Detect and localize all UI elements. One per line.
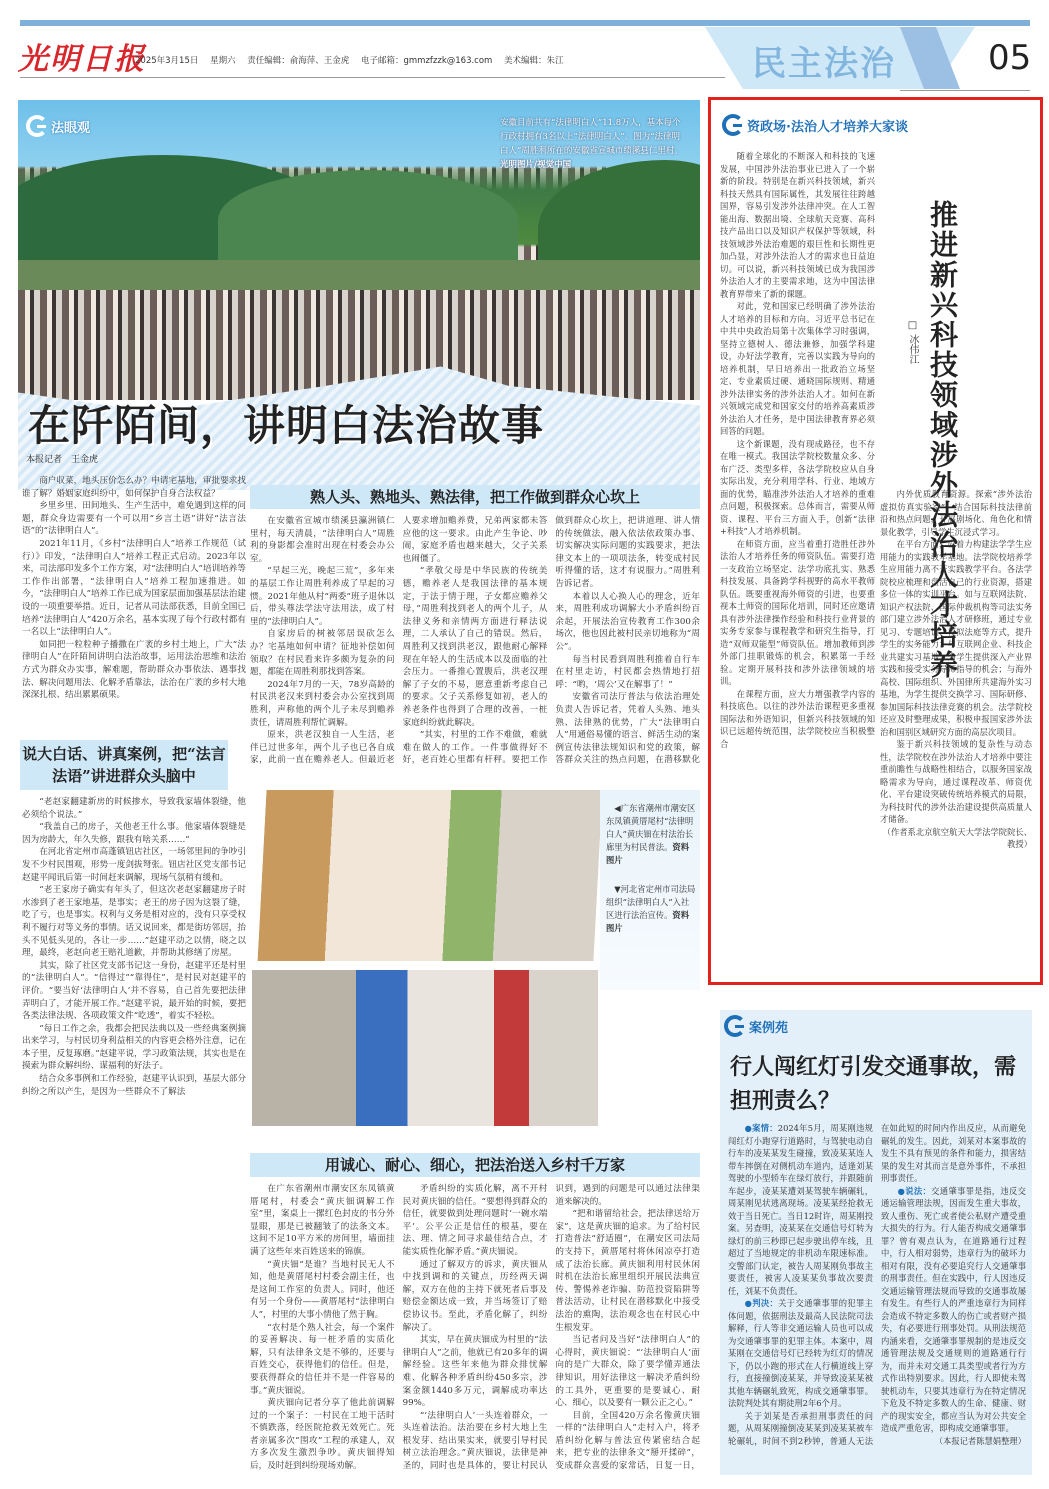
paragraph: 内外优质教育资源。探索“涉外法治虚拟仿真实验室”，结合国际科技法律前沿和热点问题，开展剧场化、角色化和情景化教学，引导学生沉浸式学习。 [880,489,1032,537]
paragraph: 2024年7月的一天，78岁高龄的村民洪老汉来到村委会办公室找到周胜利，声称他的两个儿子未尽到赡养责任，请周胜利帮忙调解。 [250,679,395,728]
section-name: 民主法治 [752,44,896,84]
paragraph: 在师资方面，应当着重打造胜任涉外法治人才培养任务的师资队伍。需要打造一支政治立场坚定、法学功底扎实、熟悉科技发展、具备跨学科视野的高水平教师队伍。既要重视海外师资的引进，也要重视本土师资的国际化培训，同时还应邀请具有涉外法律操作经验和科技行业背景的实务专家参与课程教学和研究生指导，打造“双师双能型”师资队伍。增加教师到涉外部门挂职锻炼的机会，积累第一手经验。定期开展科技和涉外法律领域的培训。 [720,538,875,686]
opinion-signature: （作者系北京航空航天大学法学院院长、教授） [882,826,1032,849]
paragraph: “早起三光，晚起三荒”，多年来的基层工作让周胜利养成了早起的习惯。2021年他从村“两委”班子退休以后，带头尊法学法守法用法，成了村里的“法律明白人”。 [250,566,395,627]
paragraph: “老王家房子确实有年头了，但这次老赵家翻建房子时水渗到了老王家地基，是事实；老王的房子因为这裂了缝，吃了亏，也是事实。权利与义务是相对应的，没有只享受权利不履行对等义务的事情。话又说回来，都是街坊邻居，抬头不见低头见的，各让一步……”赵建平动之以情，晓之以理，最终，老赵向老王赔礼道歉，并帮助其修缮了房屋。 [22,885,246,959]
paragraph: “孝敬父母是中华民族的传统美德，赡养老人是我国法律的基本规定，于法于情于理，子女都应赡养父母，”周胜利找到老人的两个儿子，从法律义务和亲情两方面进行释法说理，二人承认了自己的错误。然后，周胜利又找到洪老汉，跟他耐心解释现在年轻人的生活成本以及面临的社会压力。一番推心置腹后，洪老汉理解了子女的不易，愿意重新考虑自己的要求。父子关系修复如初，老人的养老条件也得到了合理的改善，一桩家庭纠纷就此解决。 [402,566,548,728]
g-logo-icon [724,1015,746,1037]
g-logo-icon [26,115,48,137]
paragraph: “其实，村里的工作不难做，难就难在做人的工作。一件事做得好不好，老百姓心里都有杆秤。要把工作做到群众心坎上，把讲道理、讲人情的传统做法，融入依法依政策办事、切实解决实际问题的实践要求，把法律文本上的一项项法条，转变成村民听得懂的话，这才有说服力。”周胜利告诉记者。 [402,516,700,766]
feature-headline: 在阡陌间，讲明白法治故事 [28,401,545,450]
case-ruling-extra: 关于刘某是否承担刑事责任的问题，从周某刚撞倒凌某某到凌某某被车轮碾轧，时间不到2秒钟，普通人无法在如此短的时间内作出反应，从而避免碾轧的发生。因此，刘某对本案事故的发生不具有预见的条件和能力，损害结果的发生对其而言是意外事件，不承担刑事责任。 [728,1123,1026,1446]
section1-body [250,515,700,773]
case-ruling: ●判决：关于交通肇事罪的犯罪主体问题，依据刑法及最高人民法院司法解释，行人等非交通运输人员也可以成为交通肇事罪的犯罪主体。本案中，周某刚在交通信号灯已经转为红灯的情况下，仍以小跑的形式在人行横道线上穿行，直接撞倒凌某某，并导致凌某某被其他车辆碾轧致死，构成交通肇事罪。法院判处其有期徒刑2年6个月。 [728,1298,873,1408]
paragraph: “黄庆钿”是谁？当地村民无人不知，他是黄厝尾村村委会副主任，也是这间工作室的负责人。同时，他还有另一个身份——黄厝尾村“法律明白人”，村里的大事小情他了然于胸。 [250,1259,395,1320]
paragraph: 黄庆钿向记者分享了他此前调解过的一个案子：一村民在工地干活时不慎跌落，经医院抢救无效死亡。死者亲属多次“围攻”工程的承建人，双方多次发生激烈争吵。黄庆钿得知后，及时赶到纠纷现场劝解。 [250,1398,395,1472]
opinion-column-1 [720,150,875,978]
paragraph: 在课程方面，应大力增强教学内容的科技底色。以往的涉外法治课程更多重视国际法和外语知识，但新兴科技领域的知识已远超传统范围，法学院校应当积极整合 [720,688,875,749]
feature-intro [22,475,246,725]
masthead-info [135,54,573,66]
paragraph: 在河北省定州市高蓬镇钮店社区，一场邻里间的争吵引发不少村民围观，形势一度剑拔弩张。钮店社区党支部书记赵建平闻讯后第一时间赶来调解，现场气氛稍有缓和。 [22,847,246,883]
paragraph: 通过了解双方的诉求，黄庆钿从中找到调和的关键点，历经两天调解，双方在他的主持下就死者后事及赔偿金额达成一致，并当场签订了赔偿协议书。至此，矛盾化解了，纠纷解决了。 [402,1259,548,1333]
column-badge-fayanguan: 法眼观 [26,115,90,137]
paragraph: 随着全球化的不断深入和科技的飞速发展，中国涉外法治事业已进入了一个崭新的阶段。特别是在新兴科技领域，新兴科技天然具有国际属性，其发展往往跨越国界，容易引发涉外法律冲突。在人工智能出海、数据出境、全球航天竞赛、高科技产品出口以及知识产权保护等领域，科技领域涉外法治难题的艰巨性和长期性更加凸显，对涉外法治人才的需求也日益迫切。可以说，新兴科技领域已成为我国涉外法治人才的主要需求地，这为中国法律教育界带来了新的课题。 [720,151,875,299]
paragraph: 其实，除了社区党支部书记这一身份，赵建平还是村里的“法律明白人”。“信得过”“靠得住”，是村民对赵建平的评价。“要当好‘法律明白人’并不容易，自己首先要把法律弄明白了，才能开展工作。”赵建平说，最开始的时候，要把各类法律法规、各项政策文件“吃透”，着实不轻松。 [22,960,246,1022]
paragraph: 原来，洪老汉独自一人生活，老伴已过世多年，两个儿子也已各自成家，此前一直在赡养老人。但最近老人要求增加赡养费，兄弟两家都未答应他的这一要求。由此产生争论、吵闹，家庭矛盾也越来越大，父子关系也闹僵了。 [250,516,548,766]
caption-1: ◀广东省潮州市潮安区东凤镇黄厝尾村“法律明白人”黄庆钿在村法治长廊里为村民普法。资料图片 [606,803,696,865]
paragraph: 当记者问及当好“法律明白人”的心得时，黄庆钿说：“‘法律明白人’面向的是广大群众，除了要学懂弄通法律知识，用好法律这一解决矛盾纠纷的工具外，更重要的是要诚心、耐心、细心，以及要有一颗公正之心。” [555,1335,700,1409]
paragraph: 2021年11月，《乡村“法律明白人”培养工作规范（试行）》印发，“法律明白人”培养工程正式启动。2023年以来，司法部印发多个工作方案，对“法律明白人”培训培养等工作作出部署，“法律明白人”培养工程加速推进。如今，“法律明白人”培养工作已成为国家层面加强基层法治建设的一项重要举措。近日，记者从司法部获悉，目前全国已培养“法律明白人”420万余名，基本实现了每个行政村都有一名以上“法律明白人”。 [22,538,246,638]
masthead-rule-right [900,90,1030,91]
case-signature: （本报记者陈慧娟整理） [934,1435,1026,1446]
paragraph: “每日工作之余，我都会把民法典以及一些经典案例摘出来学习，与村民切身利益相关的内容更会格外注意，记在本子里，反复琢磨。”赵建平说，学习政策法规，其实也是在摸索为群众解纠纷、谋福利的好法子。 [22,1023,246,1072]
paragraph: “把和谐留给社会，把法律送给万家”，这是黄庆钿的追求。为了给村民打造普法“舒适圈”，在潮安区司法局的支持下，黄厝尾村将休闲凉亭打造成了法治长廊。黄庆钿利用村民休闲时机在法治长廊里组织开展民法典宣传、警惕养老诈骗、防范投资陷阱等普法活动，让村民在潜移默化中接受法治的熏陶，法治观念也在村民心中生根发芽。 [555,1209,700,1333]
photo-caption: 安徽目前共有“法律明白人”11.8万人，基本每个行政村拥有3名以上“法律明白人”。图为“法律明白人”周胜利所在的安徽省宣城市绩溪县仁里村。 光明图片/视觉中国 [500,118,683,170]
paragraph: 本着以人心换人心的理念，近年来，周胜利成功调解大小矛盾纠纷百余起，开展法治宣传教育工作300余场次，他也因此被村民亲切地称为“周公”。 [555,591,700,652]
g-logo-icon [722,114,744,136]
paragraph: “‘法律明白人’一头连着群众，一头连着法治。法治要在乡村大地上生根发芽、结出果实来，就要引导村民树立法治理念。”黄庆钿说，法律是神圣的，同时也是具体的，要让村民认识到，遇到的问题是可以通过法律渠道来解决的。 [402,1184,700,1472]
paragraph: 目前，全国420万余名像黄庆钿一样的“法律明白人”走村入户，将矛盾纠纷化解与普法宣传紧密结合起来，把专业的法律条文“掰开揉碎”，变成群众喜爱的家常话，日复一日， [555,1410,700,1472]
case-body [728,1122,1026,1472]
paragraph: 在安徽省宣城市绩溪县瀛洲镇仁里村，每天清晨，“法律明白人”周胜利的身影都会准时出现在村委会办公室。 [250,516,395,564]
column-badge-anliyuan: 案例苑 [724,1015,788,1037]
masthead-rule [20,77,725,78]
byline: 本报记者 王金虎 [26,455,99,465]
paragraph: 自家房后的树被邻居误砍怎么办？宅基地如何申请？征地补偿如何领取？在村民看来许多颇为复杂的问题，都能在周胜利那找到答案。 [250,629,395,678]
opinion-column-2-text [880,488,1032,826]
editors: 责任编辑：俞海萍、王金虎 [247,56,350,66]
subheading-3: 用诚心、耐心、细心，把法治送入乡村千万家 [250,1153,700,1177]
paragraph: 如同把一粒粒种子播撒在广袤的乡村土地上，广大“法律明白人”在阡陌间讲明白法治故事，运用法治思维和法治方式为群众办实事，解难题，帮助群众办事依法、遇事找法、解决问题用法、化解矛盾靠法，法治在广袤的乡村大地深深扎根、结出累累硕果。 [22,639,246,701]
photo-credit: 光明图片/视觉中国 [500,160,572,170]
paragraph: 在平台方面，应着力构建法学学生应用能力的实践教学基地。法学院校培养学生应用能力离不开实践教学平台。各法学院校应梳理和盘活自己的行业资源，搭建多位一体的实训平台。如与互联网法院、知识产权法院、国际仲裁机构等司法实务部门建立涉外法治人才研修班，通过专业见习、专题培训、模拟法庭等方式，提升学生的实务能力；与互联网企业、科技企业共建实习基地，为学生提供深入产业界实践和接受实务导师指导的机会；与海外高校、国际组织、外国律所共建海外实习基地，为学生提供交换学习、国际研修、参加国际科技法律竞赛的机会。法学院校还应及时整理成果，积极申报国家涉外法治和国别区域研究方面的高层次项目。 [880,539,1032,737]
subheading-2: 说大白话、讲真案例，把“法言法语”讲进群众头脑中 [20,740,228,790]
photo-law-corridor [255,788,604,963]
paragraph: 乡里乡里、田间地头、生产生活中，难免遇到这样的问题，群众身边需要有一个可以用“乡言土语”讲好“法言法语”的“法律明白人”。 [22,501,246,537]
email[interactable]: 电子邮箱：gmmzfzzk@163.com [361,56,493,66]
top-color-bar [20,20,1030,26]
paragraph: 在广东省潮州市潮安区东凤镇黄厝尾村，村委会“黄庆钿调解工作室”里，案桌上一摞红色封皮的书分外显眼，那是已被翻皱了的法条文本。这间不足10平方米的房间里，墙面挂满了这些年来百姓送来的锦旗。 [250,1184,395,1257]
newspaper-logo: 光明日报 [18,42,146,77]
opinion-column-2 [880,488,1032,978]
paragraph: 结合众多事例和工作经验，赵建平认识到，基层大部分纠纷之所以产生，是因为一些群众不了解法 [22,1074,246,1097]
column-badge-zizhengchang: 资政场·法治人才培养大家谈 [722,114,908,136]
paragraph: 每当村民看到周胜利推着自行车在村里走访，村民都会热情地打招呼：“哟，‘周公’又在解事了！” [555,654,700,690]
opinion-headline: 推进新兴科技领域涉外法治人才培养 [926,200,959,680]
paragraph: 这个新课题，没有现成路径，也不存在唯一模式。我国法学院校数量众多、分布广泛、类型多样，各法学院校应从自身实际出发，充分利用学科、行业、地域方面的优势，瞄准涉外法治人才培养的重难点问题，积极探索。总体而言，需要从师资、课程、平台三方面入手，创新“法律+科技”人才培养机制。 [720,438,875,536]
paragraph: 对此，党和国家已经明确了涉外法治人才培养的目标和方向。习近平总书记在中共中央政治局第十次集体学习时强调，坚持立德树人、德法兼修，加强学科建设，办好法学教育，完善以实践为导向的培养机制，早日培养出一批政治立场坚定、专业素质过硬、通晓国际规则、精通涉外法律实务的涉外法治人才。如何在新兴领域完成党和国家交付的培养高素质涉外法治人才任务，是中国法律教育界必须回答的问题。 [720,301,875,436]
caption-2: ▼河北省定州市司法局组织“法律明白人”入社区进行法治宣传。资料图片 [606,884,696,933]
case-facts: ●案情：2024年5月，周某刚违规闯红灯小跑穿行道路时，与驾驶电动自行车的凌某某发生碰撞，致凌某某连人带车摔倒在对侧机动车道内，适逢刘某驾驶的小型轿车在绿灯放行，并跟随前车起步，凌某某遭刘某驾驶车辆碾轧，周某刚见状逃离现场。凌某某经抢救无效于当日死亡。当日12时许，周某刚投案。另查明，凌某某在交通信号灯转为绿灯的前三秒即已起步驶出停车线，且超过了当地规定的非机动车限速标准。交警部门认定，被告人周某刚负事故主要责任，被害人凌某某负事故次要责任，刘某不负责任。 [728,1123,873,1296]
paragraph: 安徽省司法厅普法与依法治理处负责人告诉记者，凭着人头熟、地头熟、法律熟的优势，广大“法律明白人”用通俗易懂的语言、鲜活生动的案例宣传法律法规知识和党的政策，解答群众关注的热点问题，在潜移默化 [555,692,700,766]
paragraph: “农村是个熟人社会，每一个案件的妥善解决、每一桩矛盾的实质化解，只有法律条文是不够的，还要与百姓交心，获得他们的信任。但是，要获得群众的信任并不是一件容易的事。”黄庆钿说。 [250,1322,395,1396]
section3-body [250,1183,700,1478]
art-editor: 美术编辑：朱江 [504,56,564,66]
issue-date: 2025年3月15日 [135,56,199,66]
paragraph: 商户収菜，地头压价怎么办？申请宅基地，审批要求找谁了解？婚姻家庭纠纷中，如何保护自身合法权益？ [22,476,246,499]
paragraph: 矛盾纠纷的实质化解，离不开村民对黄庆钿的信任。“要想得到群众的信任，就要做到处理问题时‘一碗水端平’。公平公正是信任的根基，要在法、理、情之间寻求最佳结合点，才能实质性化解矛盾。”黄庆钿说。 [402,1184,548,1257]
weekday: 星期六 [210,56,236,66]
case-explanation: ●说法：交通肇事罪是指，违反交通运输管理法规，因而发生重大事故，致人重伤、死亡或者使公私财产遭受重大损失的行为。行人能否构成交通肇事罪？曾有观点认为，在道路通行过程中，行人相对弱势，违章行为的破坏力相对有限，没有必要追究行人交通肇事的刑事责任。但在实践中，行人因违反交通运输管理法规而导致的交通事故屡有发生。有些行人的严重违章行为同样会造成不特定多数人的伤亡或者财产损失，有必要进行刑事处罚。从刑法规范内涵来看，交通肇事罪规制的是违反交通管理法规及交通规则的道路通行行为，而并未对交通工具类型或者行为方式作出特别要求。因此，行人即使未驾驶机动车，只要其违章行为在特定情况下危及不特定多数人的生命、健康、财产的现实安全，都应当认为对公共安全造成严重危害，即构成交通肇事罪。 [881,1185,1026,1433]
photo-captions [600,790,700,990]
paragraph: “我盖自己的房子，关他老王什么事。他家墙体裂缝是因为房龄大，年久失修，跟我有啥关系……” [22,822,246,845]
case-headline: 行人闯红灯引发交通事故，需担刑责么？ [730,1054,1017,1114]
subheading-1: 熟人头、熟地头、熟法律，把工作做到群众心坎上 [250,485,700,509]
section2-body [22,796,246,1476]
page-number: 05 [988,38,1032,78]
paragraph: “老赵家翻建新房的时候掺水，导致我家墙体裂缝，他必须给个说法。” [22,797,246,820]
opinion-author: □ 冰伟江 [907,320,918,365]
paragraph: 鉴于新兴科技领域的复杂性与动态性，法学院校在涉外法治人才培养中要注重前瞻性与战略性相结合，以服务国家战略需求为导向，通过课程改革、师资优化、平台建设突破传统培养模式的局限，为科技时代的涉外法治建设提供高质量人才储备。 [880,739,1032,824]
photo-community-publicity [250,968,600,1128]
paragraph: 其实，早在黄庆钿成为村里的“法律明白人”之前，他就已有20多年的调解经验。这些年来他为群众排忧解难、化解各种矛盾纠纷450多宗，涉案金额1440多万元，调解成功率达99%。 [402,1335,548,1409]
